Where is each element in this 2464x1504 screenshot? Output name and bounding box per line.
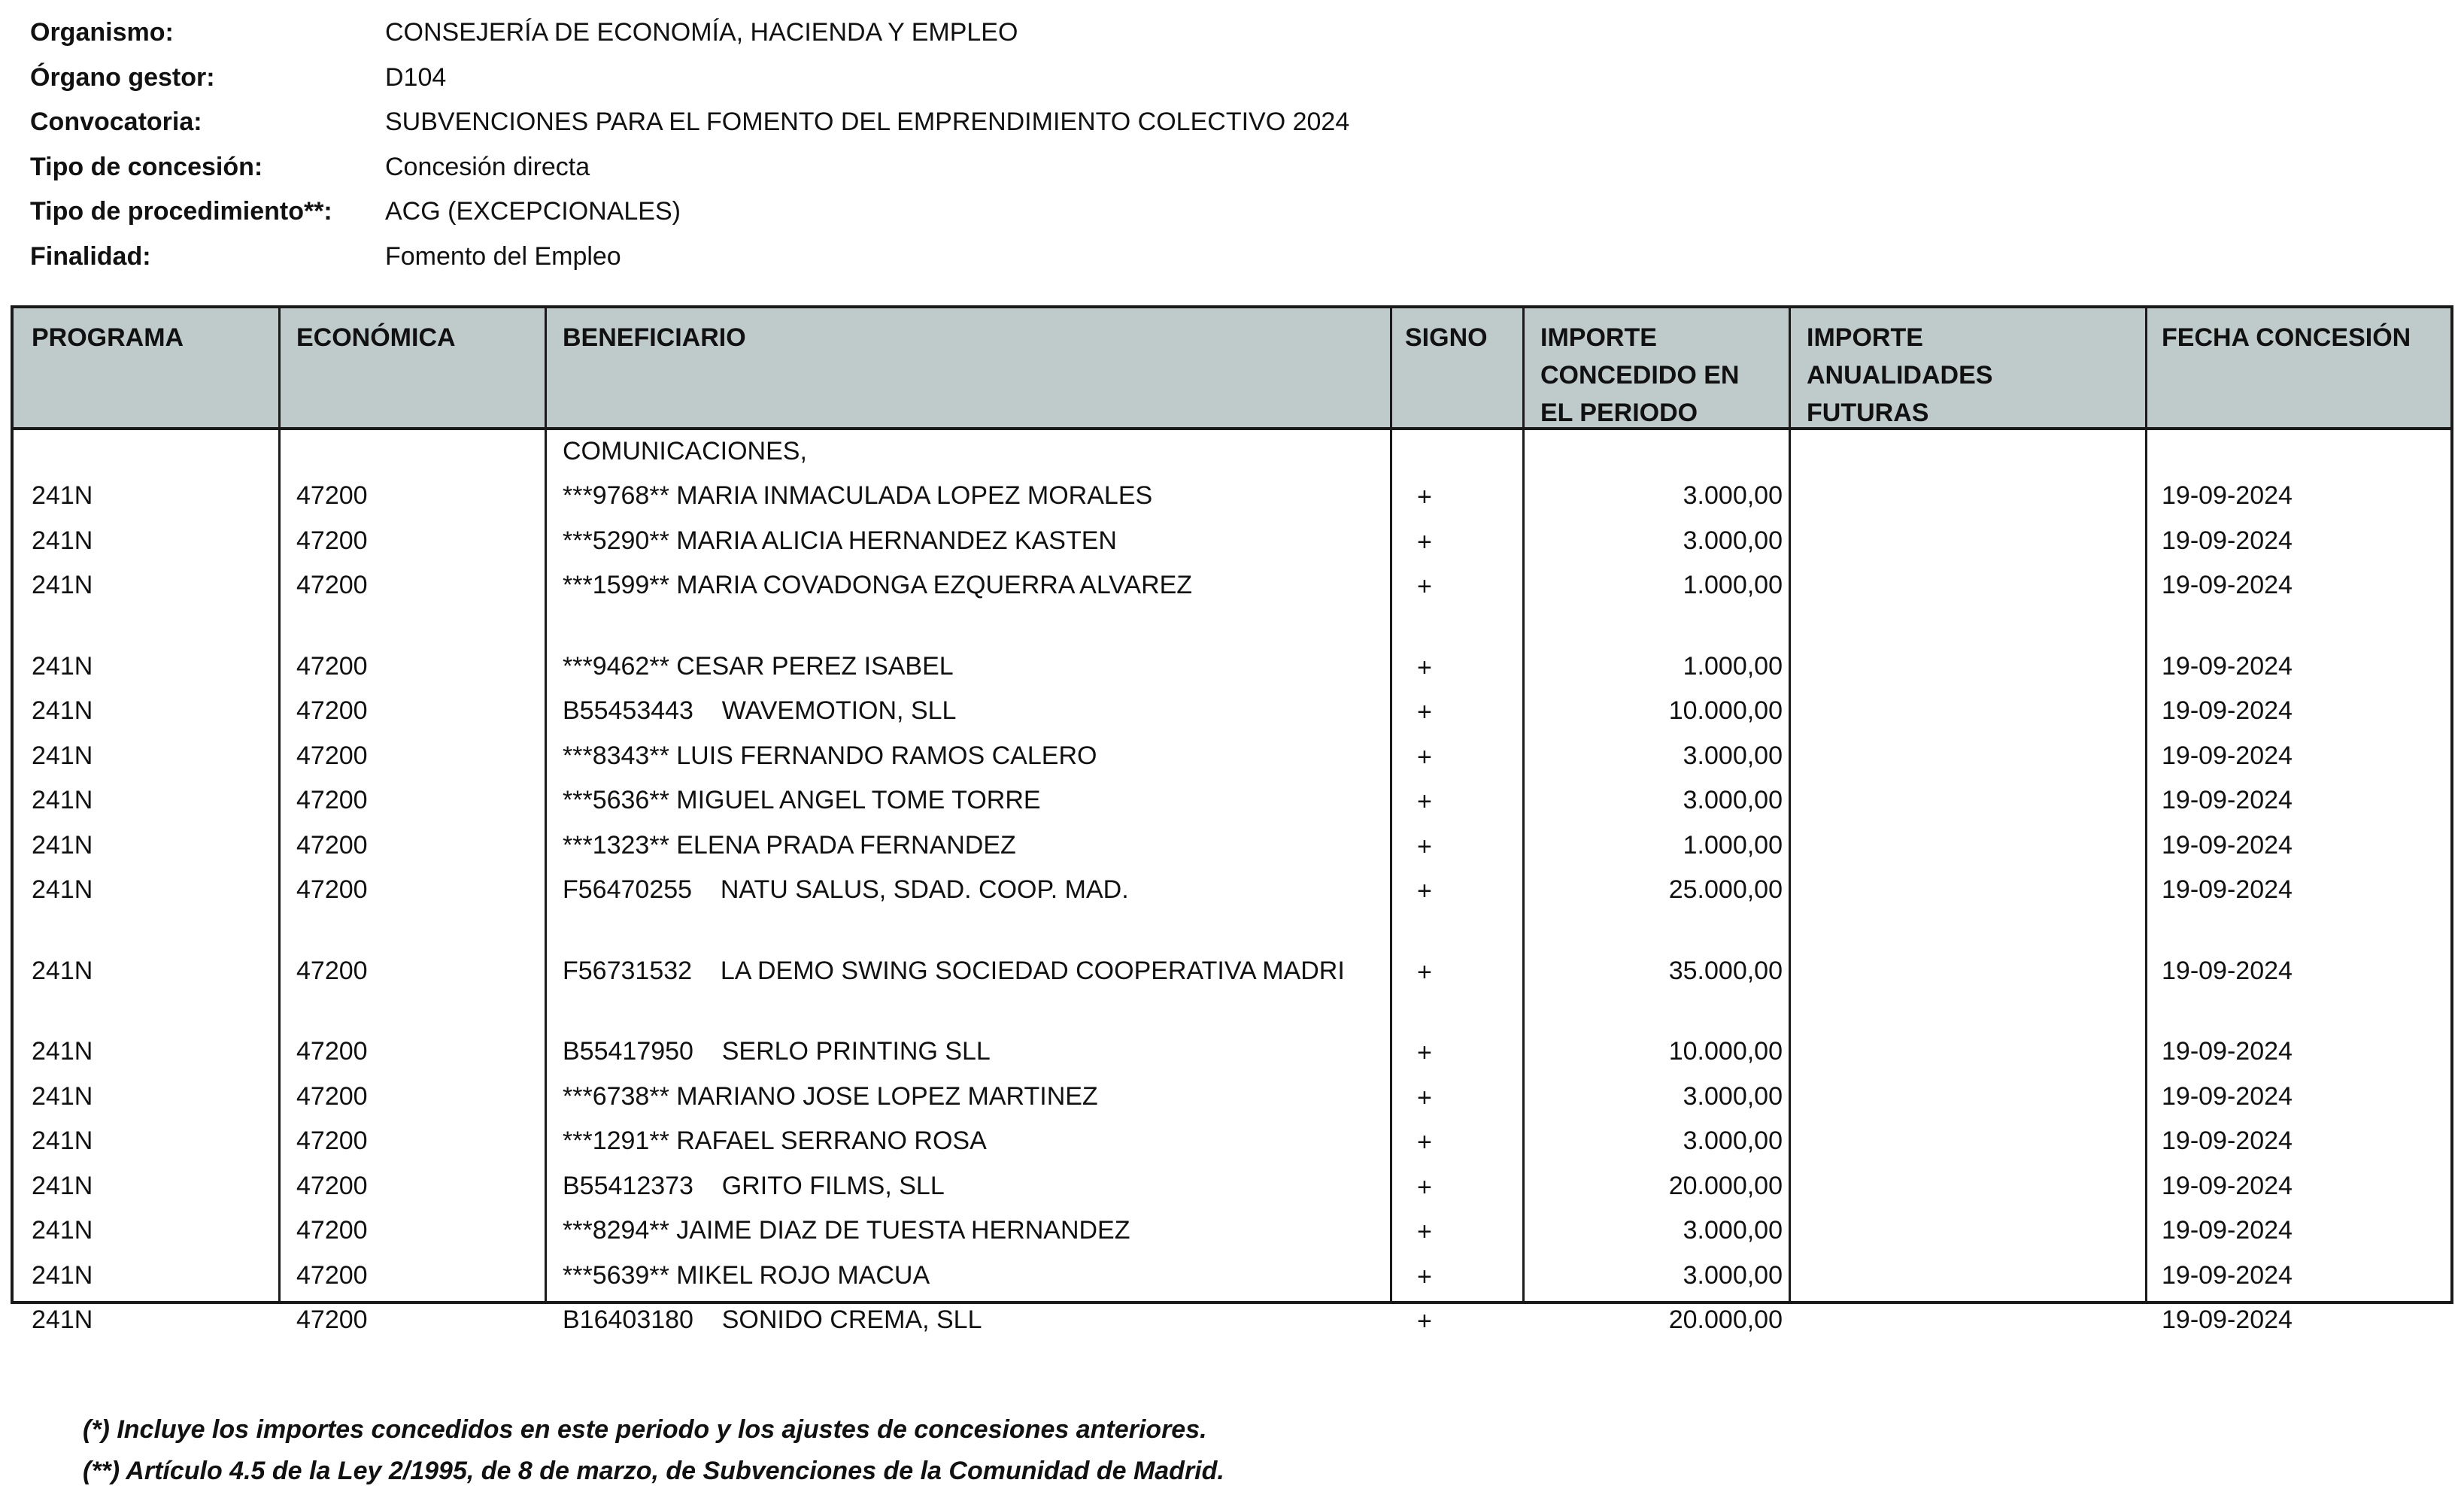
cell-economica: 47200 — [296, 651, 368, 681]
cell-fecha: 19-09-2024 — [2162, 1216, 2293, 1245]
cell-programa: 241N — [32, 526, 93, 555]
meta-organo-gestor — [30, 56, 1349, 101]
header-beneficiario: BENEFICIARIO — [563, 323, 746, 352]
column-divider — [1390, 308, 1392, 1301]
header-anualidades: IMPORTE ANUALIDADES FUTURAS — [1807, 323, 1993, 427]
cell-importe: 3.000,00 — [1683, 1216, 1783, 1245]
cell-importe: 25.000,00 — [1668, 875, 1783, 904]
cell-signo: + — [1417, 527, 1432, 556]
cell-importe: 20.000,00 — [1668, 1171, 1783, 1200]
cell-programa: 241N — [32, 956, 93, 985]
meta-label: Finalidad: — [30, 241, 151, 271]
cell-signo: + — [1417, 1172, 1432, 1202]
cell-signo: + — [1417, 1307, 1432, 1336]
cell-economica: 47200 — [296, 1305, 368, 1334]
cell-importe: 10.000,00 — [1668, 696, 1783, 725]
cell-importe: 3.000,00 — [1683, 481, 1783, 510]
cell-programa: 241N — [32, 1037, 93, 1066]
cell-programa: 241N — [32, 741, 93, 770]
cell-economica: 47200 — [296, 1216, 368, 1245]
cell-fecha: 19-09-2024 — [2162, 1171, 2293, 1200]
cell-programa: 241N — [32, 830, 93, 860]
meta-value: SUBVENCIONES PARA EL FOMENTO DEL EMPRENDIMIENTO COLECTIVO 2024 — [385, 108, 1350, 137]
cell-importe: 1.000,00 — [1683, 651, 1783, 681]
cell-fecha: 19-09-2024 — [2162, 571, 2293, 599]
cell-beneficiario: B55417950 SERLO PRINTING SLL — [563, 1037, 991, 1066]
cell-economica: 47200 — [296, 1171, 368, 1200]
cell-fecha: 19-09-2024 — [2162, 481, 2293, 510]
cell-fecha: 19-09-2024 — [2162, 830, 2293, 860]
cell-programa: 241N — [32, 571, 93, 599]
meta-convocatoria — [30, 100, 1349, 145]
meta-value: Fomento del Empleo — [385, 241, 621, 271]
column-divider — [278, 308, 281, 1301]
cell-fecha: 19-09-2024 — [2162, 651, 2293, 681]
cell-signo: + — [1417, 1262, 1432, 1291]
footnote: (**) Artículo 4.5 de la Ley 2/1995, de 8 de marzo, de Subvenciones de la Comunidad de Madrid. — [83, 1457, 1224, 1485]
meta-value: D104 — [385, 62, 447, 92]
column-divider — [1522, 308, 1525, 1301]
cell-economica: 47200 — [296, 571, 368, 599]
cell-programa: 241N — [32, 651, 93, 681]
cell-signo: + — [1417, 653, 1432, 682]
cell-importe: 3.000,00 — [1683, 1081, 1783, 1111]
cell-fecha: 19-09-2024 — [2162, 741, 2293, 770]
cell-beneficiario: ***5636** MIGUEL ANGEL TOME TORRE — [563, 786, 1041, 814]
cell-economica: 47200 — [296, 1081, 368, 1111]
cell-programa: 241N — [32, 1126, 93, 1155]
grants-table — [11, 305, 2453, 1336]
cell-programa: 241N — [32, 1260, 93, 1290]
cell-fecha: 19-09-2024 — [2162, 956, 2293, 985]
meta-tipo-procedimiento — [30, 190, 1349, 235]
meta-value: ACG (EXCEPCIONALES) — [385, 197, 681, 226]
cell-economica: 47200 — [296, 526, 368, 555]
footnotes — [83, 1409, 1224, 1492]
cell-economica: 47200 — [296, 1126, 368, 1155]
cell-beneficiario: F56731532 LA DEMO SWING SOCIEDAD COOPERATIVA MADRI — [563, 956, 1345, 985]
meta-label: Tipo de procedimiento**: — [30, 197, 332, 226]
cell-importe: 3.000,00 — [1683, 1260, 1783, 1290]
cell-beneficiario: B55412373 GRITO FILMS, SLL — [563, 1171, 945, 1200]
cell-beneficiario: ***1323** ELENA PRADA FERNANDEZ — [563, 830, 1016, 860]
cell-signo: + — [1417, 483, 1432, 511]
meta-tipo-concesion — [30, 145, 1349, 190]
footnote: (*) Incluye los importes concedidos en este periodo y los ajustes de concesiones anteriores. — [83, 1415, 1207, 1444]
cell-signo: + — [1417, 1083, 1432, 1112]
cell-signo: + — [1417, 832, 1432, 861]
cell-beneficiario: ***9768** MARIA INMACULADA LOPEZ MORALES — [563, 481, 1153, 510]
cell-beneficiario: ***8343** LUIS FERNANDO RAMOS CALERO — [563, 741, 1097, 770]
cell-signo: + — [1417, 742, 1432, 772]
cell-fecha: 19-09-2024 — [2162, 1305, 2293, 1334]
cell-economica: 47200 — [296, 830, 368, 860]
cell-importe: 35.000,00 — [1668, 956, 1783, 985]
cell-fecha: 19-09-2024 — [2162, 786, 2293, 814]
cell-programa: 241N — [32, 1171, 93, 1200]
meta-label: Convocatoria: — [30, 108, 202, 137]
cell-importe: 3.000,00 — [1683, 1126, 1783, 1155]
cell-programa: 241N — [32, 875, 93, 904]
header-importe: IMPORTE CONCEDIDO EN EL PERIODO — [1540, 323, 1740, 427]
meta-label: Tipo de concesión: — [30, 152, 263, 181]
cell-importe: 1.000,00 — [1683, 830, 1783, 860]
beneficiario-continuation: COMUNICACIONES, — [563, 437, 807, 465]
cell-beneficiario: ***6738** MARIANO JOSE LOPEZ MARTINEZ — [563, 1081, 1098, 1111]
cell-fecha: 19-09-2024 — [2162, 1126, 2293, 1155]
cell-economica: 47200 — [296, 786, 368, 814]
cell-signo: + — [1417, 787, 1432, 816]
meta-label: Órgano gestor: — [30, 62, 215, 92]
cell-signo: + — [1417, 1039, 1432, 1067]
cell-economica: 47200 — [296, 696, 368, 725]
cell-fecha: 19-09-2024 — [2162, 875, 2293, 904]
cell-beneficiario: ***1291** RAFAEL SERRANO ROSA — [563, 1126, 987, 1155]
cell-importe: 10.000,00 — [1668, 1037, 1783, 1066]
column-divider — [1789, 308, 1791, 1301]
cell-economica: 47200 — [296, 1260, 368, 1290]
cell-programa: 241N — [32, 696, 93, 725]
cell-fecha: 19-09-2024 — [2162, 696, 2293, 725]
cell-beneficiario: ***9462** CESAR PEREZ ISABEL — [563, 651, 954, 681]
header-fecha: FECHA CONCESIÓN — [2162, 323, 2411, 352]
cell-beneficiario: B16403180 SONIDO CREMA, SLL — [563, 1305, 982, 1334]
cell-beneficiario: F56470255 NATU SALUS, SDAD. COOP. MAD. — [563, 875, 1129, 904]
cell-programa: 241N — [32, 481, 93, 510]
cell-fecha: 19-09-2024 — [2162, 1260, 2293, 1290]
cell-beneficiario: ***5639** MIKEL ROJO MACUA — [563, 1260, 930, 1290]
header-programa: PROGRAMA — [32, 323, 184, 352]
column-divider — [2145, 308, 2147, 1301]
cell-beneficiario: ***5290** MARIA ALICIA HERNANDEZ KASTEN — [563, 526, 1117, 555]
cell-importe: 20.000,00 — [1668, 1305, 1783, 1334]
column-divider — [545, 308, 547, 1301]
cell-signo: + — [1417, 572, 1432, 601]
cell-signo: + — [1417, 957, 1432, 987]
cell-importe: 3.000,00 — [1683, 786, 1783, 814]
cell-programa: 241N — [32, 786, 93, 814]
header-signo: SIGNO — [1405, 323, 1488, 352]
meta-organismo — [30, 11, 1349, 56]
meta-value: CONSEJERÍA DE ECONOMÍA, HACIENDA Y EMPLEO — [385, 18, 1018, 47]
cell-importe: 3.000,00 — [1683, 741, 1783, 770]
cell-importe: 1.000,00 — [1683, 571, 1783, 599]
cell-economica: 47200 — [296, 956, 368, 985]
cell-signo: + — [1417, 1128, 1432, 1157]
cell-signo: + — [1417, 698, 1432, 726]
cell-economica: 47200 — [296, 481, 368, 510]
cell-economica: 47200 — [296, 741, 368, 770]
cell-fecha: 19-09-2024 — [2162, 1037, 2293, 1066]
cell-fecha: 19-09-2024 — [2162, 1081, 2293, 1111]
document-metadata — [30, 11, 1349, 279]
header-economica: ECONÓMICA — [296, 323, 456, 352]
cell-importe: 3.000,00 — [1683, 526, 1783, 555]
cell-economica: 47200 — [296, 1037, 368, 1066]
cell-beneficiario: ***8294** JAIME DIAZ DE TUESTA HERNANDEZ — [563, 1216, 1130, 1245]
meta-value: Concesión directa — [385, 152, 590, 181]
meta-label: Organismo: — [30, 18, 174, 47]
cell-signo: + — [1417, 1217, 1432, 1246]
cell-programa: 241N — [32, 1216, 93, 1245]
cell-beneficiario: B55453443 WAVEMOTION, SLL — [563, 696, 957, 725]
cell-programa: 241N — [32, 1305, 93, 1334]
meta-finalidad — [30, 235, 1349, 280]
cell-fecha: 19-09-2024 — [2162, 526, 2293, 555]
cell-economica: 47200 — [296, 875, 368, 904]
cell-signo: + — [1417, 877, 1432, 905]
cell-beneficiario: ***1599** MARIA COVADONGA EZQUERRA ALVAREZ — [563, 571, 1193, 599]
cell-programa: 241N — [32, 1081, 93, 1111]
